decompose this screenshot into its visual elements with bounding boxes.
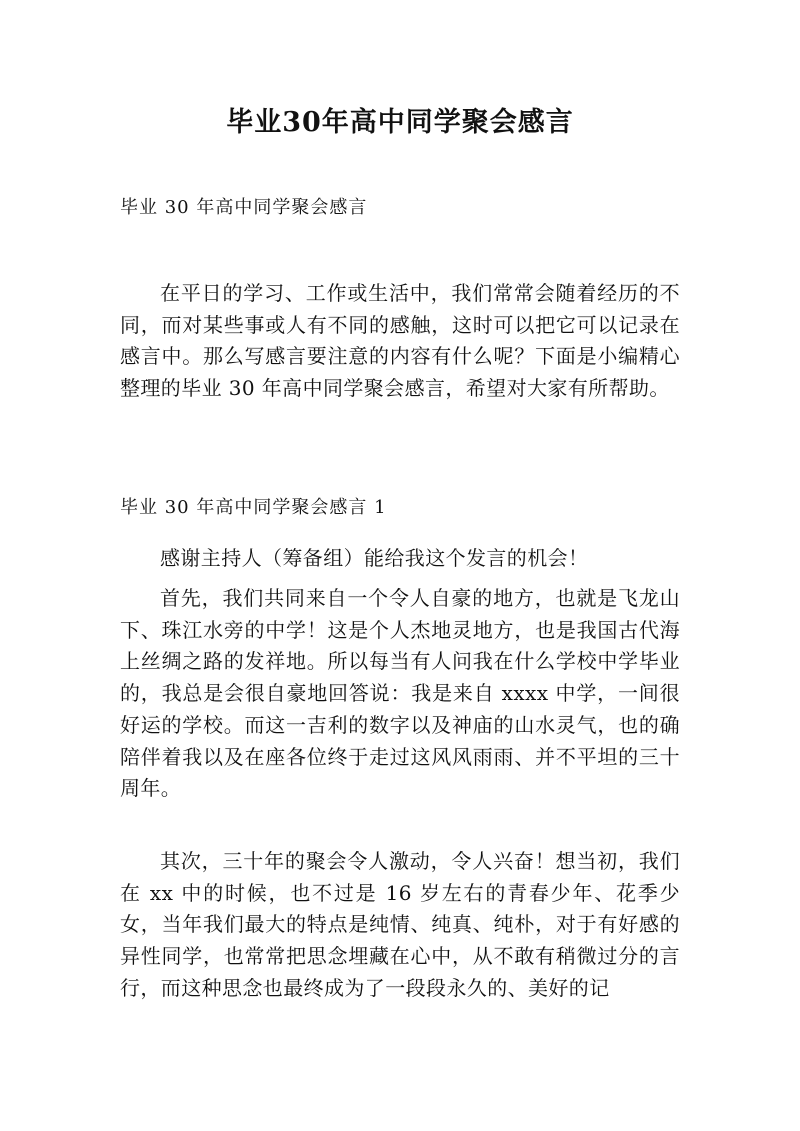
body-paragraph: 首先，我们共同来自一个令人自豪的地方，也就是飞龙山下、珠江水旁的中学！这是个人杰地灵地方，也是我国古代海上丝绸之路的发祥地。所以每当有人问我在什么学校中学毕业的，我总是会很自豪地回答说：我是来自 xxxx 中学，一间很好运的学校。而这一吉利的数字以及神庙的山水灵气，也的确陪伴着我以及在座各位终于走过这风风雨雨、并不平坦的三十周年。 xyxy=(120,586,680,801)
document-subtitle: 毕业 30 年高中同学聚会感言 xyxy=(120,197,368,218)
body-paragraph: 感谢主持人（筹备组）能给我这个发言的机会！ xyxy=(160,546,589,570)
document-title: 毕业30年高中同学聚会感言 xyxy=(226,107,574,138)
body-paragraph: 其次，三十年的聚会令人激动，令人兴奋！想当初，我们在 xx 中的时候，也不过是 16 岁左右的青春少年、花季少女，当年我们最大的特点是纯情、纯真、纯朴，对于有好感的异性同学，也常常把思念埋藏在心中，从不敢有稍微过分的言行，而这种思念也最终成为了一段段永久的、美好的记 xyxy=(120,849,680,1000)
intro-paragraph: 在平日的学习、工作或生活中，我们常常会随着经历的不同，而对某些事或人有不同的感触，这时可以把它可以记录在感言中。那么写感言要注意的内容有什么呢？下面是小编精心整理的毕业 30 年高中同学聚会感言，希望对大家有所帮助。 xyxy=(120,281,680,401)
section-heading: 毕业 30 年高中同学聚会感言 1 xyxy=(120,497,387,518)
